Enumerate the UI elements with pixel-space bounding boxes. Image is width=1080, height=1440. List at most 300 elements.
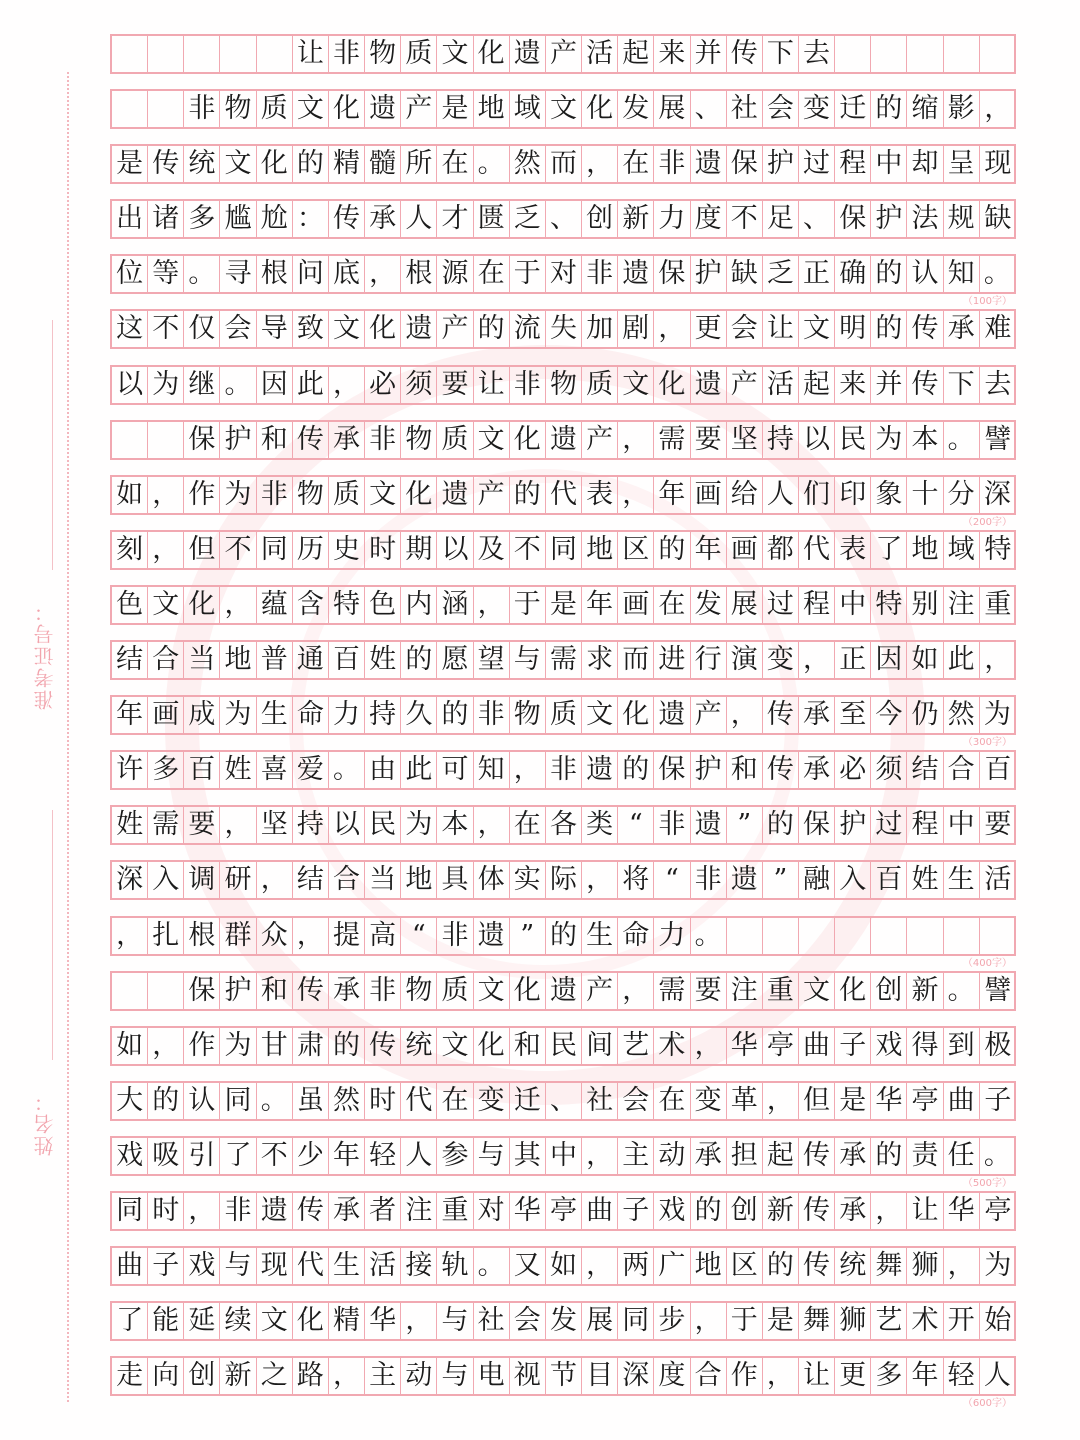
grid-cell: 在 (654, 587, 690, 623)
grid-cell: 因 (257, 367, 293, 403)
grid-cell: 让 (907, 1193, 943, 1229)
grid-cell: 众 (257, 918, 293, 954)
grid-cell: 含 (293, 587, 329, 623)
grid-cell: 历 (293, 532, 329, 568)
grid-cell: 重 (763, 973, 799, 1009)
grid-cell: 曲 (799, 1028, 835, 1064)
grid-cell: 文 (148, 587, 184, 623)
name-label: 姓名： (33, 1090, 57, 1156)
grid-cell: ， (944, 1248, 980, 1284)
grid-cell: 产 (727, 367, 763, 403)
grid-cell: 姓 (220, 752, 256, 788)
grid-cell: 非 (546, 752, 582, 788)
grid-cell: 姓 (907, 862, 943, 898)
grid-cell: ” (510, 918, 546, 954)
grid-cell: 根 (184, 918, 220, 954)
grid-cell: 了 (871, 532, 907, 568)
grid-cell: 导 (257, 311, 293, 347)
grid-cell: ， (618, 973, 654, 1009)
grid-cell: 时 (365, 532, 401, 568)
grid-cell: 地 (401, 862, 437, 898)
grid-cell: 。 (329, 752, 365, 788)
grid-cell: 为 (984, 1250, 1012, 1282)
grid-cell: 广 (654, 1248, 690, 1284)
grid-cell: 节 (546, 1358, 582, 1394)
grid-cell: 如 (112, 477, 148, 513)
grid-cell: 程 (799, 587, 835, 623)
grid-cell: 。 (980, 1138, 1016, 1174)
grid-cell: 化 (365, 311, 401, 347)
grid-cell: 要 (184, 807, 220, 843)
grid-cell: 化 (582, 91, 618, 127)
grid-cell: 文 (365, 477, 401, 513)
grid-cell: 色 (112, 587, 148, 623)
grid-cell: 给 (727, 477, 763, 513)
grid-cell: “ (401, 918, 437, 954)
grid-cell: 遗 (654, 697, 690, 733)
grid-cell: ， (184, 1193, 220, 1229)
grid-cell: 主 (618, 1138, 654, 1174)
grid-cell: 展 (582, 1303, 618, 1339)
grid-cell: 但 (799, 1083, 835, 1119)
exam-id-label: 准考证号： (33, 600, 57, 710)
grid-cell (944, 918, 980, 954)
grid-cell: 作 (184, 1028, 220, 1064)
grid-cell: 地 (907, 532, 943, 568)
grid-cell: 会 (727, 311, 763, 347)
grid-cell: 新 (763, 1193, 799, 1229)
grid-cell: 文 (546, 91, 582, 127)
grid-cell: 保 (799, 807, 835, 843)
grid-cell: 的 (148, 1083, 184, 1119)
grid-cell: 产 (401, 91, 437, 127)
grid-cell: 流 (510, 311, 546, 347)
grid-row (110, 475, 1016, 528)
grid-cell: 者 (365, 1193, 401, 1229)
grid-cell: 的 (763, 807, 799, 843)
grid-cell: 类 (582, 807, 618, 843)
grid-cell: 中 (944, 807, 980, 843)
grid-cell: 于 (727, 1303, 763, 1339)
grid-cell: 子 (148, 1248, 184, 1284)
grid-cell: 发 (546, 1303, 582, 1339)
grid-cell: 加 (582, 311, 618, 347)
grid-cell: ， (293, 918, 329, 954)
grid-cell: 的 (871, 311, 907, 347)
grid-cell: 内 (401, 587, 437, 623)
grid-cell: 进 (654, 642, 690, 678)
grid-cell: 期 (401, 532, 437, 568)
grid-cell: 是 (112, 146, 148, 182)
grid-cell: 。 (944, 973, 980, 1009)
grid-cell: 承 (799, 697, 835, 733)
grid-cell: ， (691, 1028, 727, 1064)
grid-cell: 力 (329, 697, 365, 733)
grid-cell: 尬 (257, 201, 293, 237)
grid-cell: ， (257, 862, 293, 898)
grid-cell: 统 (835, 1248, 871, 1284)
grid-cell: 姓 (112, 807, 148, 843)
grid-cell: 至 (835, 697, 871, 733)
grid-cell: 而 (618, 642, 654, 678)
grid-cell: 去 (799, 36, 835, 72)
grid-cell: 吸 (148, 1138, 184, 1174)
grid-cell: 舞 (871, 1248, 907, 1284)
grid-cell: 传 (799, 1138, 835, 1174)
grid-cell: 继 (184, 367, 220, 403)
grid-cell: 艺 (871, 1303, 907, 1339)
grid-cell (871, 918, 907, 954)
grid-cell: 不 (220, 532, 256, 568)
grid-row (110, 254, 1016, 308)
grid-cell: 为 (871, 422, 907, 458)
grid-cell: 象 (871, 477, 907, 513)
grid-cell: 会 (763, 91, 799, 127)
grid-cell: 曲 (112, 1248, 148, 1284)
grid-cell: 同 (112, 1193, 148, 1229)
grid-cell: 轨 (437, 1248, 473, 1284)
grid-cell: 体 (474, 862, 510, 898)
grid-cell: 两 (618, 1248, 654, 1284)
grid-cell: 保 (654, 256, 690, 292)
grid-cell: 和 (510, 1028, 546, 1064)
grid-cell: 深 (618, 1358, 654, 1394)
grid-cell: 会 (510, 1303, 546, 1339)
grid-cell: 责 (907, 1138, 943, 1174)
grid-cell: 物 (401, 973, 437, 1009)
grid-cell: 百 (184, 752, 220, 788)
grid-cell: 非 (654, 146, 690, 182)
grid-cell: 呈 (944, 146, 980, 182)
grid-cell: 非 (365, 973, 401, 1009)
grid-cell: 下 (944, 367, 980, 403)
grid-cell: 了 (220, 1138, 256, 1174)
grid-cell: 地 (582, 532, 618, 568)
grid-cell: 起 (763, 1138, 799, 1174)
grid-row (110, 199, 1016, 239)
grid-cell: 仍 (907, 697, 943, 733)
grid-cell: 人 (980, 1358, 1016, 1394)
grid-cell: 与 (437, 1303, 473, 1339)
word-count-marker: （400字） (962, 957, 1012, 969)
grid-cell: 化 (474, 36, 510, 72)
grid-cell: 其 (510, 1138, 546, 1174)
grid-cell: 正 (835, 642, 871, 678)
grid-cell: 以 (799, 422, 835, 458)
grid-cell: 结 (907, 752, 943, 788)
grid-cell: 非 (474, 697, 510, 733)
grid-cell: 百 (984, 754, 1012, 786)
grid-cell: 华 (365, 1303, 401, 1339)
grid-cell: 遗 (437, 477, 473, 513)
grid-cell: 表 (582, 477, 618, 513)
grid-cell: 物 (365, 36, 401, 72)
grid-cell: 中 (546, 1138, 582, 1174)
grid-cell: 社 (727, 91, 763, 127)
grid-cell: 刻 (112, 532, 148, 568)
grid-cell: ， (582, 146, 618, 182)
grid-cell: 物 (293, 477, 329, 513)
grid-cell: 久 (401, 697, 437, 733)
grid-cell: 多 (184, 201, 220, 237)
grid-cell: 遗 (257, 1193, 293, 1229)
grid-cell: 乏 (763, 256, 799, 292)
grid-cell: 史 (329, 532, 365, 568)
grid-cell: 中 (871, 146, 907, 182)
grid-cell: 精 (329, 146, 365, 182)
grid-cell: 失 (546, 311, 582, 347)
grid-cell: 去 (984, 368, 1012, 400)
grid-cell: 让 (799, 1358, 835, 1394)
grid-row (110, 916, 1016, 969)
grid-cell: 如 (546, 1248, 582, 1284)
grid-row (110, 1356, 1016, 1410)
grid-cell: ， (691, 1303, 727, 1339)
grid-cell: 承 (329, 1193, 365, 1229)
grid-cell: 护 (691, 256, 727, 292)
grid-cell: 等 (148, 256, 184, 292)
grid-cell: 须 (871, 752, 907, 788)
grid-cell: 源 (437, 256, 473, 292)
grid-cell: 明 (835, 311, 871, 347)
grid-cell: 走 (112, 1358, 148, 1394)
grid-cell: 成 (184, 697, 220, 733)
grid-cell: 华 (510, 1193, 546, 1229)
grid-cell: 。 (220, 367, 256, 403)
grid-cell: 亭 (763, 1028, 799, 1064)
grid-cell: 注 (727, 973, 763, 1009)
grid-cell: 产 (546, 36, 582, 72)
grid-cell: ， (984, 644, 1012, 676)
grid-cell: 步 (654, 1303, 690, 1339)
grid-cell (835, 918, 871, 954)
grid-cell: 色 (365, 587, 401, 623)
grid-cell: 髓 (365, 146, 401, 182)
grid-cell: 知 (944, 256, 980, 292)
grid-cell: 不 (148, 311, 184, 347)
grid-cell: ， (727, 697, 763, 733)
grid-cell: 发 (618, 91, 654, 127)
grid-cell: ， (763, 1358, 799, 1394)
grid-cell: 大 (112, 1083, 148, 1119)
grid-cell: 民 (835, 422, 871, 458)
grid-cell: 在 (474, 256, 510, 292)
grid-cell: 以 (329, 807, 365, 843)
grid-cell: 变 (691, 1083, 727, 1119)
grid-cell: 创 (582, 201, 618, 237)
grid-cell: 遗 (691, 146, 727, 182)
grid-cell: 是 (546, 587, 582, 623)
grid-cell: 行 (691, 642, 727, 678)
grid-cell: ， (148, 532, 184, 568)
word-count-marker: （500字） (962, 1177, 1012, 1189)
grid-cell: 文 (474, 973, 510, 1009)
grid-cell: 年 (112, 697, 148, 733)
grid-cell: 和 (257, 973, 293, 1009)
grid-cell: 传 (799, 1248, 835, 1284)
grid-row (110, 971, 1016, 1011)
grid-cell: 仅 (184, 311, 220, 347)
grid-cell: 蕴 (257, 587, 293, 623)
grid-cell: ， (148, 1028, 184, 1064)
grid-cell: 向 (148, 1358, 184, 1394)
grid-cell: 非 (654, 807, 690, 843)
grid-cell: 护 (691, 752, 727, 788)
grid-cell: 多 (148, 752, 184, 788)
grid-cell: 化 (293, 1303, 329, 1339)
grid-cell: 区 (727, 1248, 763, 1284)
grid-cell: 承 (944, 311, 980, 347)
grid-cell: 过 (871, 807, 907, 843)
grid-cell: 代 (401, 1083, 437, 1119)
grid-cell: 非 (220, 1193, 256, 1229)
grid-cell: ” (727, 807, 763, 843)
grid-cell: 产 (474, 477, 510, 513)
grid-cell: 表 (835, 532, 871, 568)
grid-cell: 并 (691, 36, 727, 72)
grid-row (110, 1136, 1016, 1189)
grid-cell: 质 (401, 36, 437, 72)
grid-cell: 对 (474, 1193, 510, 1229)
grid-cell: 程 (835, 146, 871, 182)
grid-row (110, 365, 1016, 405)
grid-cell: 底 (329, 256, 365, 292)
grid-cell: 调 (184, 862, 220, 898)
grid-cell: 承 (329, 422, 365, 458)
grid-cell: 起 (799, 367, 835, 403)
grid-cell: 将 (618, 862, 654, 898)
grid-cell: 作 (727, 1358, 763, 1394)
grid-row (110, 530, 1016, 570)
grid-cell: 始 (984, 1305, 1012, 1337)
grid-cell: 虽 (293, 1083, 329, 1119)
grid-cell: 当 (365, 862, 401, 898)
grid-cell: 为 (220, 1028, 256, 1064)
grid-cell: 子 (984, 1084, 1012, 1116)
grid-cell: 创 (184, 1358, 220, 1394)
grid-cell (727, 918, 763, 954)
grid-cell: 十 (907, 477, 943, 513)
grid-cell: 要 (984, 809, 1012, 841)
grid-cell: 产 (691, 697, 727, 733)
grid-cell: 知 (474, 752, 510, 788)
grid-cell: 在 (510, 807, 546, 843)
grid-cell: 活 (984, 864, 1012, 896)
grid-cell: 华 (871, 1083, 907, 1119)
grid-cell (112, 422, 148, 458)
grid-cell: 然 (944, 697, 980, 733)
grid-cell: 承 (329, 973, 365, 1009)
grid-cell: 不 (257, 1138, 293, 1174)
grid-cell: 遗 (365, 91, 401, 127)
grid-cell: 重 (984, 588, 1012, 620)
grid-cell: 担 (727, 1138, 763, 1174)
grid-cell: 之 (257, 1358, 293, 1394)
grid-cell: 。 (474, 146, 510, 182)
grid-cell: 少 (293, 1138, 329, 1174)
grid-cell: 于 (510, 256, 546, 292)
grid-cell: ， (618, 477, 654, 513)
grid-cell: ， (984, 93, 1012, 125)
grid-cell: 生 (582, 918, 618, 954)
grid-cell: 为 (980, 697, 1016, 733)
grid-cell: 持 (293, 807, 329, 843)
grid-cell: 质 (437, 422, 473, 458)
grid-cell: 文 (220, 146, 256, 182)
grid-cell: 的 (437, 697, 473, 733)
grid-cell: 特 (984, 533, 1012, 565)
grid-cell: 以 (112, 367, 148, 403)
grid-cell: ， (474, 587, 510, 623)
grid-cell: 然 (510, 146, 546, 182)
grid-cell: 实 (510, 862, 546, 898)
grid-cell: 致 (293, 311, 329, 347)
grid-cell: 起 (618, 36, 654, 72)
grid-cell: 迁 (835, 91, 871, 127)
grid-cell: 变 (799, 91, 835, 127)
grid-cell: 、 (691, 91, 727, 127)
grid-cell: 但 (184, 532, 220, 568)
grid-cell: 活 (365, 1248, 401, 1284)
grid-cell: 狮 (907, 1248, 943, 1284)
grid-cell: 融 (799, 862, 835, 898)
grid-cell: 文 (618, 367, 654, 403)
grid-cell: 。 (980, 256, 1016, 292)
grid-cell: 愿 (437, 642, 473, 678)
grid-cell: 遗 (510, 36, 546, 72)
grid-cell: 动 (401, 1358, 437, 1394)
grid-cell: 然 (329, 1083, 365, 1119)
grid-cell: 画 (618, 587, 654, 623)
grid-cell: 展 (727, 587, 763, 623)
grid-cell: 于 (510, 587, 546, 623)
grid-cell: 变 (474, 1083, 510, 1119)
grid-cell: 下 (763, 36, 799, 72)
grid-cell: ， (220, 587, 256, 623)
grid-cell: 高 (365, 918, 401, 954)
grid-cell: 与 (437, 1358, 473, 1394)
grid-cell: 命 (618, 918, 654, 954)
grid-cell: 与 (474, 1138, 510, 1174)
grid-cell (944, 36, 980, 72)
grid-cell: 。 (691, 918, 727, 954)
grid-row (110, 805, 1016, 845)
grid-cell: 文 (329, 311, 365, 347)
grid-cell: 华 (944, 1193, 980, 1229)
grid-cell: 遗 (582, 752, 618, 788)
grid-cell: 传 (293, 422, 329, 458)
grid-cell: 承 (835, 1138, 871, 1174)
grid-cell: 民 (365, 807, 401, 843)
grid-cell: ： (293, 201, 329, 237)
grid-cell: 对 (546, 256, 582, 292)
grid-cell: 年 (654, 477, 690, 513)
grid-cell (184, 36, 220, 72)
grid-cell: 亭 (984, 1194, 1012, 1226)
grid-cell: 此 (401, 752, 437, 788)
binding-dotted-line (67, 72, 69, 1402)
grid-cell: 合 (691, 1358, 727, 1394)
grid-cell: 质 (437, 973, 473, 1009)
grid-cell: 社 (582, 1083, 618, 1119)
grid-cell: 民 (546, 1028, 582, 1064)
grid-cell: 传 (763, 752, 799, 788)
grid-cell: 爱 (293, 752, 329, 788)
grid-cell: 规 (944, 201, 980, 237)
grid-cell: 传 (907, 367, 943, 403)
grid-cell: 过 (763, 587, 799, 623)
grid-cell: 深 (980, 477, 1016, 513)
